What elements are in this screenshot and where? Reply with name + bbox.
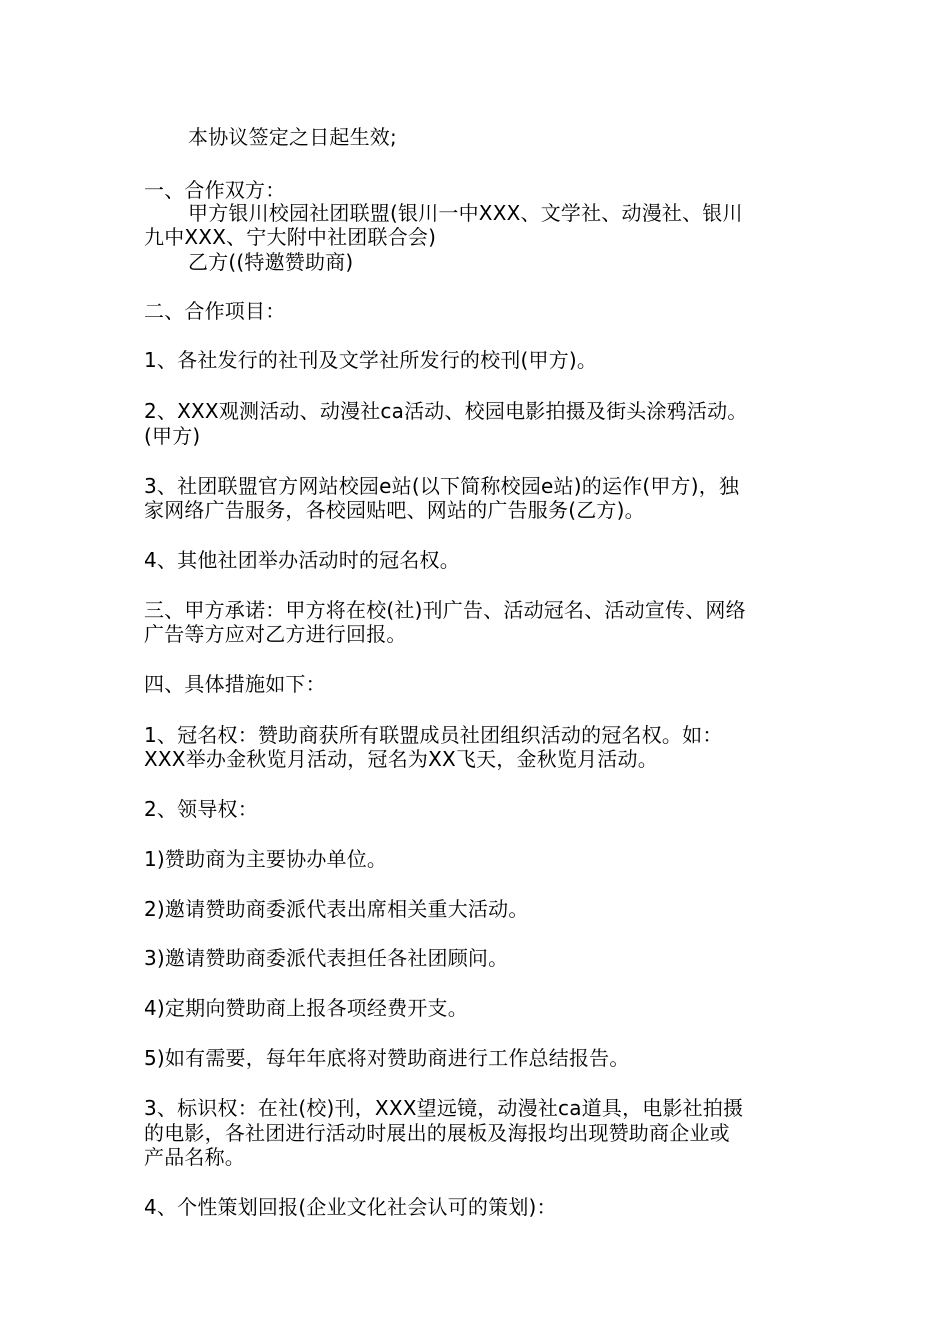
section-heading: 三、甲方承诺：甲方将在校(社)刊广告、活动冠名、活动宣传、网络 xyxy=(144,598,746,622)
paragraph-line: 九中XXX、宁大附中社团联合会) xyxy=(144,225,437,249)
list-item: 2)邀请赞助商委派代表出席相关重大活动。 xyxy=(144,897,529,921)
list-item: 4、其他社团举办活动时的冠名权。 xyxy=(144,548,460,572)
list-item: 1)赞助商为主要协办单位。 xyxy=(144,847,388,871)
list-item: 1、冠名权：赞助商获所有联盟成员社团组织活动的冠名权。如： xyxy=(144,723,723,747)
list-item: 3)邀请赞助商委派代表担任各社团顾问。 xyxy=(144,946,509,970)
list-item: 3、标识权：在社(校)刊，XXX望远镜，动漫社ca道具，电影社拍摄 xyxy=(144,1096,744,1120)
section-heading: 二、合作项目： xyxy=(144,299,286,323)
list-item: 5)如有需要，每年年底将对赞助商进行工作总结报告。 xyxy=(144,1046,630,1070)
paragraph-line: 产品名称。 xyxy=(144,1145,245,1169)
paragraph-line: 广告等方应对乙方进行回报。 xyxy=(144,622,407,646)
list-item: 2、领导权： xyxy=(144,797,258,821)
paragraph-line: 的电影，各社团进行活动时展出的展板及海报均出现赞助商企业或 xyxy=(144,1121,730,1145)
paragraph-line: XXX举办金秋览月活动，冠名为XX飞天，金秋览月活动。 xyxy=(144,747,658,771)
paragraph-line: (甲方) xyxy=(144,424,201,448)
paragraph-line: 家网络广告服务，各校园贴吧、网站的广告服务(乙方)。 xyxy=(144,498,645,522)
list-item: 2、XXX观测活动、动漫社ca活动、校园电影拍摄及街头涂鸦活动。 xyxy=(144,399,748,423)
paragraph-line: 甲方银川校园社团联盟(银川一中XXX、文学社、动漫社、银川 xyxy=(188,201,743,225)
paragraph-line: 乙方((特邀赞助商) xyxy=(188,250,354,274)
section-heading: 一、合作双方： xyxy=(144,178,286,202)
list-item: 3、社团联盟官方网站校园e站(以下简称校园e站)的运作(甲方)，独 xyxy=(144,474,740,498)
list-item: 4)定期向赞助商上报各项经费开支。 xyxy=(144,996,468,1020)
paragraph-line: 本协议签定之日起生效; xyxy=(188,125,397,149)
list-item: 1、各社发行的社刊及文学社所发行的校刊(甲方)。 xyxy=(144,348,598,372)
section-heading: 四、具体措施如下： xyxy=(144,672,326,696)
list-item: 4、个性策划回报(企业文化社会认可的策划)： xyxy=(144,1195,557,1219)
